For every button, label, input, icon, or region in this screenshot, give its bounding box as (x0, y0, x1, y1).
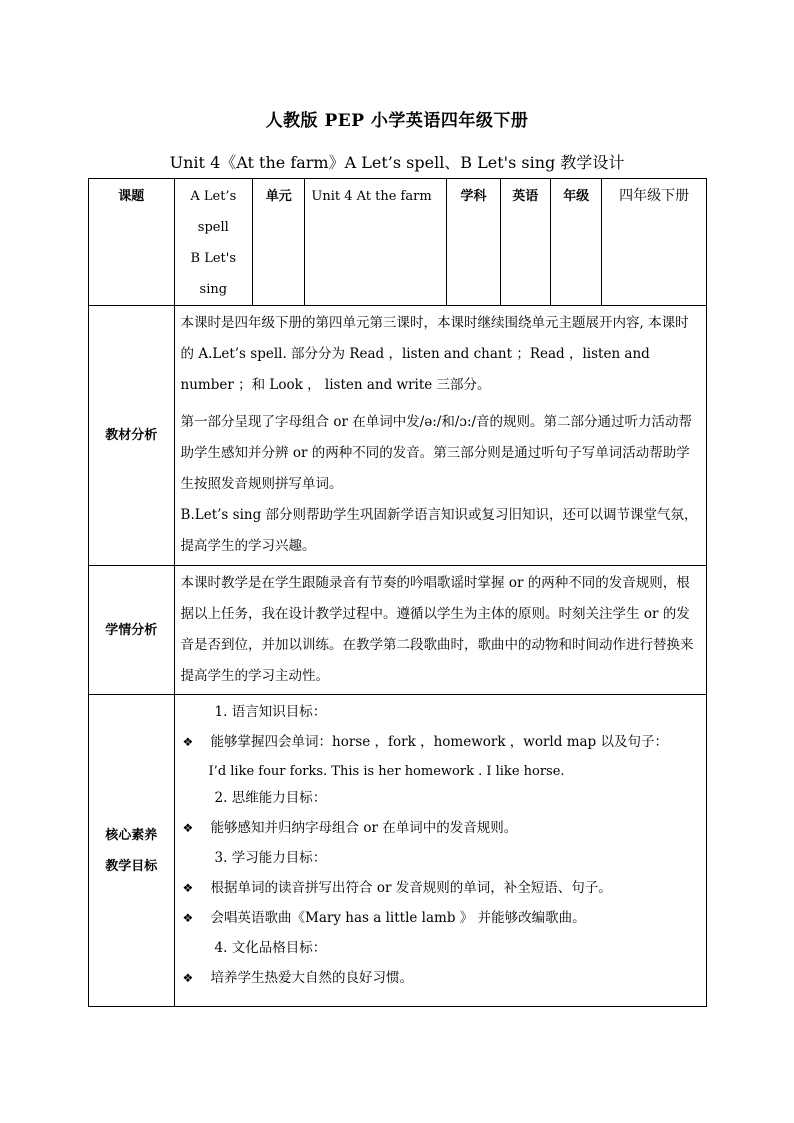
topic-line: spell (197, 220, 229, 235)
bullet-diamond-icon: ❖ (182, 821, 194, 835)
goal-item (181, 727, 702, 757)
lesson-plan-table (88, 178, 707, 1007)
core-goals-row (89, 695, 707, 1007)
bullet-diamond-icon: ❖ (182, 911, 194, 925)
bullet-diamond-icon: ❖ (182, 971, 194, 985)
goal-heading: 1. 语言知识目标： (214, 704, 327, 720)
topic-line: B Let's (190, 251, 237, 266)
topic-value (174, 179, 253, 306)
subject-value: 英语 (500, 179, 550, 306)
bullet-diamond-icon: ❖ (182, 735, 194, 749)
student-analysis-row (89, 566, 707, 695)
goal-heading: 3. 学习能力目标： (214, 850, 327, 866)
core-goals-content (174, 695, 706, 1007)
goal-item-text: 能够感知并归纳字母组合 or 在单词中的发音规则。 (210, 820, 518, 836)
goal-heading: 4. 文化品格目标： (214, 940, 327, 956)
goal-item-text: 会唱英语歌曲《Mary has a little lamb 》 并能够改编歌曲。 (210, 910, 586, 926)
goal-item-text: 能够掌握四会单词：horse ，fork ，homework ，world map 以及句子： (210, 734, 668, 750)
topic-label: 课题 (89, 179, 175, 306)
student-analysis-content (174, 566, 706, 695)
subject-label: 学科 (447, 179, 500, 306)
core-goals-label-line: 核心素养 (105, 827, 158, 843)
grade-value: 四年级下册 (602, 179, 707, 306)
core-goals-label-line: 教学目标 (105, 858, 158, 874)
document-title: 人教版 PEP 小学英语四年级下册 (265, 111, 529, 131)
textbook-analysis-row (89, 306, 707, 566)
unit-value: Unit 4 At the farm (305, 179, 447, 306)
topic-line: sing (199, 282, 228, 297)
goal-item-text: 根据单词的读音拼写出符合 or 发音规则的单词，补全短语、句子。 (210, 880, 612, 896)
goal-item (181, 873, 702, 903)
textbook-paragraph: 本课时是四年级下册的第四单元第三课时，本课时继续围绕单元主题展开内容, 本课时的 A.Let’s spell. 部分分为 Read ，listen and chant ；Read ，listen and number ；和 Look ， listen and write 三部分。 (180, 315, 689, 393)
goal-heading: 2. 思维能力目标： (214, 790, 327, 806)
topic-line: A Let’s (190, 189, 237, 204)
core-goals-label (89, 695, 175, 1007)
student-analysis-label: 学情分析 (89, 566, 175, 695)
goal-item (181, 813, 702, 843)
student-analysis-text: 本课时教学是在学生跟随录音有节奏的吟唱歌谣时掌握 or 的两种不同的发音规则，根据以上任务，我在设计教学过程中。遵循以学生为主体的原则。时刻关注学生 or 的发音是否到位，并加以训练。在教学第二段歌曲时，歌曲中的动物和时间动作进行替换来提高学生的学习主动性。 (180, 575, 694, 684)
header-row (89, 179, 707, 306)
goal-item-text: 培养学生热爱大自然的良好习惯。 (210, 970, 414, 986)
unit-label: 单元 (253, 179, 305, 306)
document-subtitle: Unit 4《At the farm》A Let’s spell、B Let's sing 教学设计 (169, 153, 625, 172)
bullet-diamond-icon: ❖ (182, 881, 194, 895)
textbook-paragraph: B.Let’s sing 部分则帮助学生巩固新学语言知识或复习旧知识，还可以调节课堂气氛，提高学生的学习兴趣。 (180, 507, 698, 554)
grade-label: 年级 (550, 179, 601, 306)
textbook-paragraph: 第一部分呈现了字母组合 or 在单词中发/ə:/和/ɔ:/音的规则。第二部分通过听力活动帮助学生感知并分辨 or 的两种不同的发音。第三部分则是通过听句子写单词活动帮助学生按照发音规则拼写单词。 (180, 414, 693, 492)
goal-item (181, 903, 702, 933)
goal-item (181, 963, 702, 993)
textbook-analysis-label: 教材分析 (89, 306, 175, 566)
goal-item-continuation: I’d like four forks. This is her homework . I like horse. (208, 764, 565, 779)
textbook-analysis-content (174, 306, 706, 566)
